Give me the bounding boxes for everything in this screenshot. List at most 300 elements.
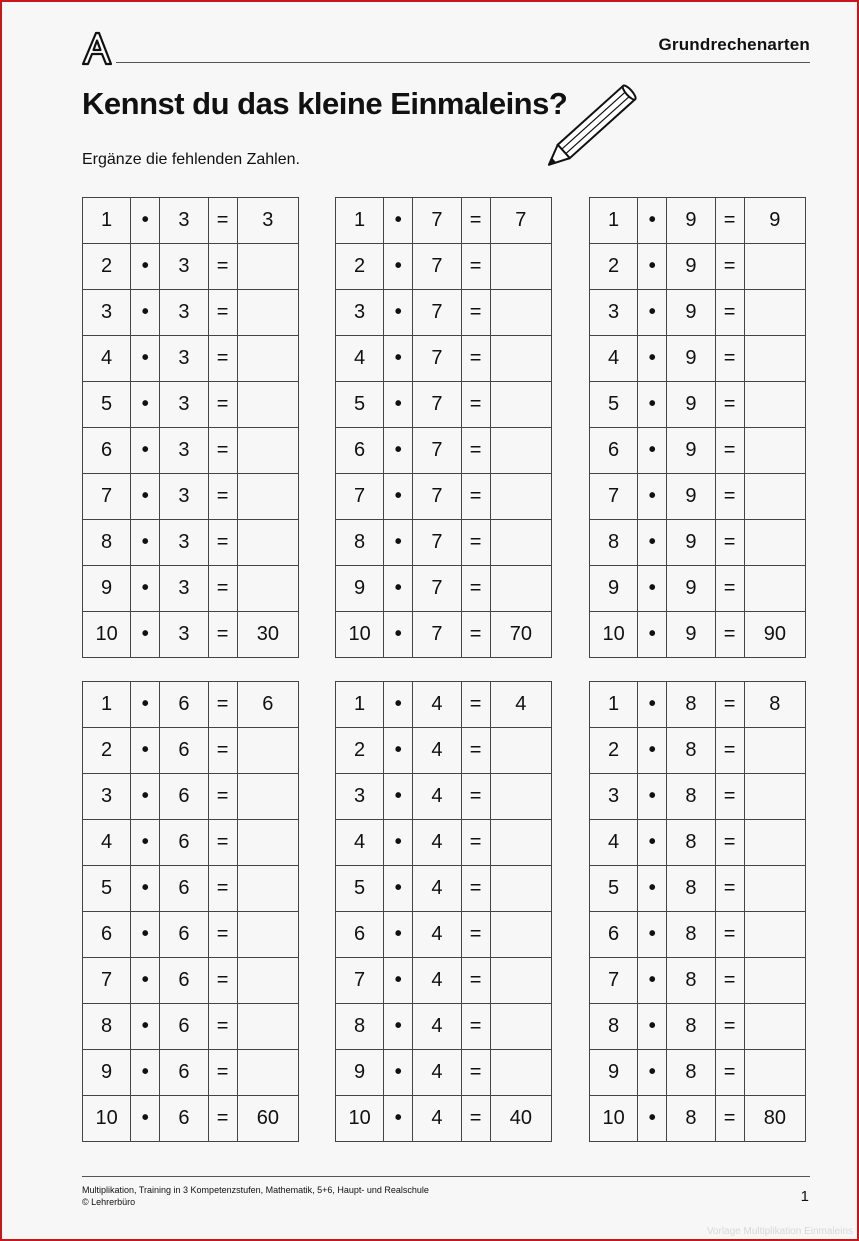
row-number: 10 (590, 612, 638, 658)
table-row (336, 1050, 552, 1096)
multiply-sign: • (638, 820, 667, 866)
answer-blank[interactable] (237, 912, 298, 958)
factor: 4 (413, 1050, 461, 1096)
factor: 3 (160, 566, 208, 612)
multiply-sign: • (638, 728, 667, 774)
row-number: 4 (336, 820, 384, 866)
answer-blank[interactable] (237, 520, 298, 566)
table-row (590, 912, 806, 958)
result-cell: 80 (744, 1096, 805, 1142)
answer-blank[interactable] (490, 774, 551, 820)
row-number: 6 (83, 912, 131, 958)
factor: 7 (413, 566, 461, 612)
table-row (590, 1050, 806, 1096)
table-row (83, 820, 299, 866)
factor: 9 (667, 566, 715, 612)
table-row (83, 1096, 299, 1142)
equals-sign: = (715, 958, 744, 1004)
equals-sign: = (715, 1050, 744, 1096)
multiply-sign: • (638, 1004, 667, 1050)
answer-blank[interactable] (490, 290, 551, 336)
answer-blank[interactable] (744, 1004, 805, 1050)
factor: 4 (413, 820, 461, 866)
multiply-sign: • (131, 612, 160, 658)
table-row (336, 520, 552, 566)
row-number: 3 (336, 290, 384, 336)
answer-blank[interactable] (490, 474, 551, 520)
equals-sign: = (461, 290, 490, 336)
factor: 6 (160, 728, 208, 774)
multiply-sign: • (638, 290, 667, 336)
row-number: 6 (336, 912, 384, 958)
table-row (83, 612, 299, 658)
answer-blank[interactable] (490, 382, 551, 428)
multiply-sign: • (384, 244, 413, 290)
answer-blank[interactable] (744, 382, 805, 428)
answer-blank[interactable] (744, 958, 805, 1004)
answer-blank[interactable] (744, 520, 805, 566)
table-row (83, 912, 299, 958)
multiply-sign: • (384, 428, 413, 474)
table-row (83, 382, 299, 428)
multiply-sign: • (384, 198, 413, 244)
answer-blank[interactable] (744, 474, 805, 520)
multiply-sign: • (384, 682, 413, 728)
factor: 4 (413, 958, 461, 1004)
row-number: 1 (83, 682, 131, 728)
answer-blank[interactable] (237, 774, 298, 820)
equals-sign: = (208, 912, 237, 958)
multiply-sign: • (384, 958, 413, 1004)
answer-blank[interactable] (490, 912, 551, 958)
row-number: 2 (336, 728, 384, 774)
multiply-sign: • (131, 198, 160, 244)
table-row (590, 336, 806, 382)
result-cell: 30 (237, 612, 298, 658)
result-cell: 9 (744, 198, 805, 244)
row-number: 7 (336, 958, 384, 1004)
page-number: 1 (800, 1188, 809, 1205)
equals-sign: = (715, 290, 744, 336)
multiply-sign: • (638, 566, 667, 612)
row-number: 3 (590, 774, 638, 820)
row-number: 9 (336, 1050, 384, 1096)
table-row (590, 820, 806, 866)
row-number: 4 (83, 820, 131, 866)
row-number: 6 (590, 912, 638, 958)
factor: 6 (160, 912, 208, 958)
multiply-sign: • (638, 474, 667, 520)
equals-sign: = (461, 566, 490, 612)
factor: 8 (667, 1096, 715, 1142)
factor: 8 (667, 774, 715, 820)
equals-sign: = (208, 244, 237, 290)
row-number: 8 (83, 1004, 131, 1050)
multiply-sign: • (384, 728, 413, 774)
multiply-sign: • (638, 336, 667, 382)
equals-sign: = (208, 958, 237, 1004)
answer-blank[interactable] (490, 244, 551, 290)
multiply-sign: • (131, 290, 160, 336)
footer-line-2: © Lehrerbüro (82, 1197, 136, 1207)
answer-blank[interactable] (744, 866, 805, 912)
equals-sign: = (208, 1096, 237, 1142)
result-cell: 40 (490, 1096, 551, 1142)
factor: 9 (667, 336, 715, 382)
factor: 8 (667, 728, 715, 774)
multiply-sign: • (131, 382, 160, 428)
multiply-sign: • (638, 774, 667, 820)
factor: 7 (413, 612, 461, 658)
footer-rule (82, 1176, 810, 1177)
table-row (336, 244, 552, 290)
answer-blank[interactable] (744, 912, 805, 958)
table-row (336, 382, 552, 428)
factor: 8 (667, 682, 715, 728)
answer-blank[interactable] (490, 866, 551, 912)
multiply-sign: • (384, 520, 413, 566)
table-row (590, 428, 806, 474)
answer-blank[interactable] (237, 382, 298, 428)
row-number: 3 (83, 774, 131, 820)
equals-sign: = (461, 728, 490, 774)
equals-sign: = (208, 198, 237, 244)
row-number: 9 (83, 566, 131, 612)
row-number: 5 (590, 866, 638, 912)
multiply-sign: • (131, 428, 160, 474)
equals-sign: = (715, 428, 744, 474)
result-cell: 90 (744, 612, 805, 658)
table-row (590, 382, 806, 428)
factor: 8 (667, 1050, 715, 1096)
row-number: 10 (590, 1096, 638, 1142)
table-row (336, 728, 552, 774)
worksheet-a-icon (80, 30, 114, 66)
factor: 3 (160, 520, 208, 566)
row-number: 4 (590, 336, 638, 382)
pencil-icon (536, 76, 648, 176)
answer-blank[interactable] (237, 728, 298, 774)
row-number: 1 (336, 682, 384, 728)
equals-sign: = (208, 612, 237, 658)
table-row (336, 474, 552, 520)
row-number: 3 (590, 290, 638, 336)
multiplication-table-4 (335, 681, 552, 1142)
answer-blank[interactable] (490, 820, 551, 866)
row-number: 7 (83, 474, 131, 520)
table-row (590, 566, 806, 612)
row-number: 2 (83, 728, 131, 774)
row-number: 4 (83, 336, 131, 382)
answer-blank[interactable] (744, 336, 805, 382)
factor: 9 (667, 474, 715, 520)
multiply-sign: • (638, 958, 667, 1004)
table-row (336, 1096, 552, 1142)
factor: 4 (413, 912, 461, 958)
row-number: 10 (336, 612, 384, 658)
equals-sign: = (461, 820, 490, 866)
multiply-sign: • (638, 912, 667, 958)
equals-sign: = (208, 520, 237, 566)
answer-blank[interactable] (490, 336, 551, 382)
row-number: 10 (336, 1096, 384, 1142)
multiply-sign: • (131, 820, 160, 866)
multiply-sign: • (638, 244, 667, 290)
factor: 4 (413, 1096, 461, 1142)
table-row (83, 728, 299, 774)
table-row (336, 774, 552, 820)
multiply-sign: • (131, 1050, 160, 1096)
answer-blank[interactable] (490, 566, 551, 612)
answer-blank[interactable] (744, 1050, 805, 1096)
footer-line-1: Multiplikation, Training in 3 Kompetenzstufen, Mathematik, 5+6, Haupt- und Realschule (82, 1185, 429, 1195)
table-row (590, 198, 806, 244)
multiply-sign: • (384, 912, 413, 958)
row-number: 8 (590, 520, 638, 566)
table-row (336, 682, 552, 728)
factor: 6 (160, 1004, 208, 1050)
factor: 6 (160, 774, 208, 820)
equals-sign: = (715, 612, 744, 658)
equals-sign: = (715, 336, 744, 382)
factor: 4 (413, 866, 461, 912)
row-number: 9 (83, 1050, 131, 1096)
equals-sign: = (208, 820, 237, 866)
factor: 6 (160, 958, 208, 1004)
factor: 9 (667, 244, 715, 290)
equals-sign: = (208, 774, 237, 820)
answer-blank[interactable] (237, 866, 298, 912)
multiply-sign: • (131, 774, 160, 820)
answer-blank[interactable] (490, 958, 551, 1004)
table-row (590, 774, 806, 820)
equals-sign: = (715, 820, 744, 866)
factor: 8 (667, 958, 715, 1004)
equals-sign: = (715, 474, 744, 520)
multiply-sign: • (384, 612, 413, 658)
row-number: 5 (590, 382, 638, 428)
table-row (590, 728, 806, 774)
multiply-sign: • (131, 520, 160, 566)
multiply-sign: • (131, 336, 160, 382)
answer-blank[interactable] (237, 1004, 298, 1050)
result-cell: 4 (490, 682, 551, 728)
table-row (336, 428, 552, 474)
multiply-sign: • (131, 682, 160, 728)
table-row (83, 866, 299, 912)
answer-blank[interactable] (237, 1050, 298, 1096)
table-row (83, 198, 299, 244)
multiply-sign: • (131, 244, 160, 290)
multiplication-table-6 (82, 681, 299, 1142)
table-row (83, 336, 299, 382)
equals-sign: = (461, 866, 490, 912)
table-row (83, 566, 299, 612)
equals-sign: = (715, 1096, 744, 1142)
answer-blank[interactable] (744, 244, 805, 290)
table-row (336, 290, 552, 336)
footer-credits (82, 1184, 429, 1208)
result-cell: 60 (237, 1096, 298, 1142)
equals-sign: = (461, 1004, 490, 1050)
row-number: 3 (83, 290, 131, 336)
factor: 6 (160, 1096, 208, 1142)
factor: 6 (160, 682, 208, 728)
equals-sign: = (461, 336, 490, 382)
header-rule (116, 62, 810, 63)
table-row (590, 474, 806, 520)
answer-blank[interactable] (237, 336, 298, 382)
factor: 7 (413, 520, 461, 566)
multiply-sign: • (384, 566, 413, 612)
row-number: 7 (590, 958, 638, 1004)
answer-blank[interactable] (744, 428, 805, 474)
row-number: 10 (83, 1096, 131, 1142)
table-row (590, 612, 806, 658)
multiply-sign: • (131, 958, 160, 1004)
equals-sign: = (461, 1050, 490, 1096)
equals-sign: = (461, 774, 490, 820)
multiply-sign: • (638, 198, 667, 244)
answer-blank[interactable] (490, 1050, 551, 1096)
answer-blank[interactable] (237, 474, 298, 520)
row-number: 8 (83, 520, 131, 566)
answer-blank[interactable] (744, 290, 805, 336)
row-number: 9 (590, 1050, 638, 1096)
row-number: 8 (336, 1004, 384, 1050)
multiplication-table-9 (589, 197, 806, 658)
multiply-sign: • (638, 382, 667, 428)
row-number: 4 (336, 336, 384, 382)
multiplication-table-3 (82, 197, 299, 658)
answer-blank[interactable] (237, 290, 298, 336)
category-title: Grundrechenarten (658, 35, 810, 54)
table-row (590, 1096, 806, 1142)
answer-blank[interactable] (237, 566, 298, 612)
table-row (336, 912, 552, 958)
equals-sign: = (715, 520, 744, 566)
multiply-sign: • (384, 382, 413, 428)
multiply-sign: • (638, 428, 667, 474)
table-row (83, 774, 299, 820)
table-row (83, 1004, 299, 1050)
multiply-sign: • (384, 290, 413, 336)
factor: 9 (667, 428, 715, 474)
row-number: 6 (83, 428, 131, 474)
answer-blank[interactable] (744, 728, 805, 774)
answer-blank[interactable] (490, 1004, 551, 1050)
factor: 4 (413, 682, 461, 728)
equals-sign: = (715, 244, 744, 290)
table-row (83, 244, 299, 290)
table-row (83, 290, 299, 336)
answer-blank[interactable] (490, 728, 551, 774)
row-number: 7 (590, 474, 638, 520)
watermark: Vorlage Multiplikation Einmaleins (706, 1226, 853, 1237)
row-number: 5 (83, 866, 131, 912)
factor: 7 (413, 244, 461, 290)
row-number: 4 (590, 820, 638, 866)
table-row (83, 474, 299, 520)
equals-sign: = (208, 1004, 237, 1050)
factor: 9 (667, 290, 715, 336)
table-row (336, 866, 552, 912)
answer-blank[interactable] (744, 820, 805, 866)
table-row (590, 244, 806, 290)
answer-blank[interactable] (237, 958, 298, 1004)
factor: 3 (160, 382, 208, 428)
table-row (336, 958, 552, 1004)
multiply-sign: • (131, 566, 160, 612)
row-number: 1 (590, 198, 638, 244)
table-row (590, 1004, 806, 1050)
row-number: 9 (336, 566, 384, 612)
equals-sign: = (461, 198, 490, 244)
answer-blank[interactable] (744, 774, 805, 820)
table-row (83, 682, 299, 728)
multiply-sign: • (131, 912, 160, 958)
table-row (336, 820, 552, 866)
row-number: 5 (336, 866, 384, 912)
multiply-sign: • (384, 1004, 413, 1050)
multiply-sign: • (131, 866, 160, 912)
factor: 6 (160, 1050, 208, 1096)
row-number: 6 (336, 428, 384, 474)
row-number: 5 (336, 382, 384, 428)
factor: 9 (667, 382, 715, 428)
factor: 3 (160, 428, 208, 474)
equals-sign: = (208, 682, 237, 728)
equals-sign: = (461, 612, 490, 658)
equals-sign: = (208, 474, 237, 520)
multiply-sign: • (384, 820, 413, 866)
factor: 9 (667, 520, 715, 566)
equals-sign: = (715, 912, 744, 958)
answer-blank[interactable] (744, 566, 805, 612)
equals-sign: = (208, 428, 237, 474)
answer-blank[interactable] (237, 244, 298, 290)
row-number: 6 (590, 428, 638, 474)
factor: 7 (413, 474, 461, 520)
answer-blank[interactable] (490, 428, 551, 474)
multiply-sign: • (638, 682, 667, 728)
instruction-text: Ergänze die fehlenden Zahlen. (82, 151, 300, 168)
row-number: 2 (590, 728, 638, 774)
answer-blank[interactable] (237, 428, 298, 474)
factor: 8 (667, 820, 715, 866)
equals-sign: = (208, 382, 237, 428)
equals-sign: = (715, 682, 744, 728)
factor: 7 (413, 290, 461, 336)
row-number: 7 (83, 958, 131, 1004)
multiply-sign: • (131, 728, 160, 774)
factor: 7 (413, 428, 461, 474)
row-number: 2 (590, 244, 638, 290)
result-cell: 6 (237, 682, 298, 728)
multiply-sign: • (638, 1096, 667, 1142)
answer-blank[interactable] (490, 520, 551, 566)
factor: 7 (413, 198, 461, 244)
answer-blank[interactable] (237, 820, 298, 866)
equals-sign: = (208, 1050, 237, 1096)
factor: 6 (160, 820, 208, 866)
factor: 3 (160, 336, 208, 382)
multiply-sign: • (131, 1096, 160, 1142)
table-row (590, 520, 806, 566)
row-number: 9 (590, 566, 638, 612)
multiply-sign: • (384, 1050, 413, 1096)
table-row (590, 682, 806, 728)
